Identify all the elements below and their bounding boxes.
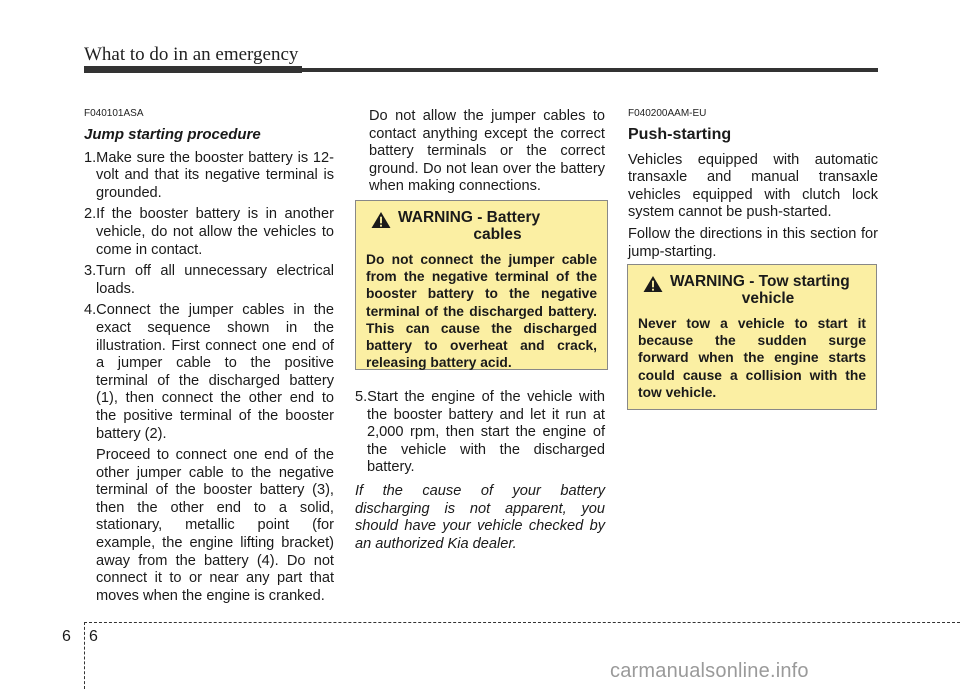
paragraph: Vehicles equipped with automatic transaxle and manual transaxle vehicles equipped with clutch lock system cannot be push-started. (628, 151, 878, 221)
warning-title: WARNING - Battery (398, 209, 541, 226)
step-2: 2.If the booster battery is in another vehicle, do not allow the vehicles to come in contact. (84, 206, 334, 258)
warning-subtitle: vehicle (741, 290, 795, 307)
step-4: 4.Connect the jumper cables in the exact sequence shown in the illustration. First connect one end of a jumper cable to the positive terminal of the discharged battery (1), then connect the other end to the positive terminal of the booster battery (2). (84, 302, 334, 442)
step-1: 1.Make sure the booster battery is 12-volt and that its negative terminal is grounded. (84, 149, 334, 201)
title-rule-accent (84, 66, 302, 73)
warning-header (366, 209, 597, 243)
left-column (84, 108, 334, 609)
warning-title: WARNING - Tow starting (670, 273, 850, 290)
warning-header (638, 273, 866, 307)
dealer-note: If the cause of your battery discharging is not apparent, you should have your vehicle checked by an authorized Kia dealer. (355, 482, 605, 552)
paragraph: Follow the directions in this section for jump-starting. (628, 225, 878, 260)
watermark: carmanualsonline.info (610, 660, 809, 682)
middle-column-lower (355, 389, 605, 553)
warning-box-tow-starting (627, 264, 877, 410)
step-4-caution: Do not allow the jumper cables to contact anything except the correct battery terminals or the correct ground. Do not lean over the battery when making connections. (369, 108, 605, 195)
step-5: 5.Start the engine of the vehicle with the booster battery and let it run at 2,000 rpm, then start the engine of the vehicle with the discharged battery. (355, 389, 605, 476)
step-3: 3.Turn off all unnecessary electrical loads. (84, 263, 334, 297)
right-column (628, 108, 878, 265)
section-heading: Push-starting (628, 126, 732, 143)
section-code: F040101ASA (84, 108, 144, 119)
footer-rule (84, 622, 960, 623)
section-code: F040200AAM-EU (628, 108, 707, 119)
page-number: 6 (89, 628, 98, 645)
warning-triangle-icon (642, 275, 664, 293)
step-4-continued: Proceed to connect one end of the other jumper cable to the negative terminal of the booster battery (3), then the other end to a solid, stationary, metallic point (for example, the engine lifting bracket) away from the battery (4). Do not connect it to or near any part that moves when the engine is cranked. (96, 447, 334, 604)
chapter-number: 6 (62, 628, 71, 645)
warning-subtitle: cables (473, 226, 522, 243)
footer-divider (84, 622, 85, 689)
warning-body: Never tow a vehicle to start it because the sudden surge forward when the engine starts could cause a collision with the tow vehicle. (638, 316, 866, 400)
warning-box-battery-cables (355, 200, 608, 370)
warning-body: Do not connect the jumper cable from the negative terminal of the booster battery to the negative terminal of the discharged battery. This can cause the discharged battery to overheat and crack, releasing battery acid. (366, 252, 597, 371)
middle-column (355, 108, 605, 200)
section-title: What to do in an emergency (84, 44, 299, 65)
warning-triangle-icon (370, 211, 392, 229)
section-heading: Jump starting procedure (84, 126, 261, 143)
